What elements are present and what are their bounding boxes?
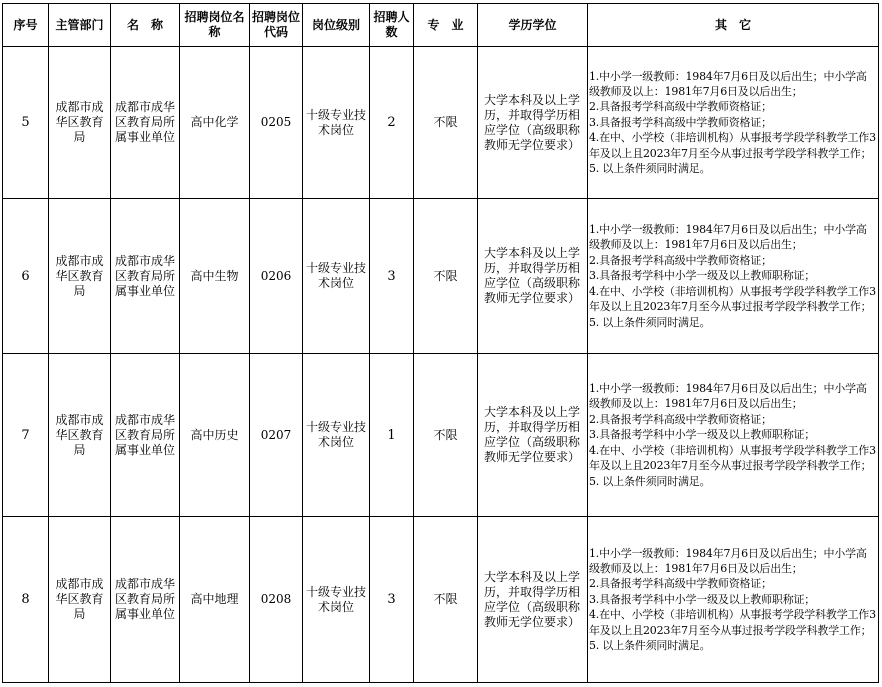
cell-post-name: 高中地理 [180,517,250,683]
cell-major: 不限 [414,354,478,517]
header-row [3,4,879,47]
other-line: 4.在中、小学校（非培训机构）从事报考学段学科教学工作3年及以上且2023年7月至今从事过报考学段学科教学工作； [589,284,876,314]
cell-other [588,47,879,199]
header-level: 岗位级别 [303,4,370,47]
cell-count: 1 [370,354,414,517]
table-row [3,199,879,354]
cell-edu: 大学本科及以上学历，并取得学历相应学位（高级职称教师无学位要求） [478,354,588,517]
other-line: 1.中小学一级教师：1984年7月6日及以后出生；中小学高级教师及以上：1981年7月6日及以后出生； [589,223,867,252]
table-row [3,47,879,199]
cell-post-name: 高中生物 [180,199,250,354]
other-line: 4.在中、小学校（非培训机构）从事报考学段学科教学工作3年及以上且2023年7月至今从事过报考学段学科教学工作； [589,443,876,473]
header-name: 名 称 [111,4,180,47]
cell-post-name: 高中化学 [180,47,250,199]
cell-name: 成都市成华区教育局所属事业单位 [111,354,180,517]
cell-post-name: 高中历史 [180,354,250,517]
other-line: 4.在中、小学校（非培训机构）从事报考学段学科教学工作3年及以上且2023年7月至今从事过报考学段学科教学工作； [589,608,876,637]
other-line: 4.在中、小学校（非培训机构）从事报考学段学科教学工作3年及以上且2023年7月至今从事过报考学段学科教学工作； [589,131,876,160]
cell-edu: 大学本科及以上学历，并取得学历相应学位（高级职称教师无学位要求） [478,199,588,354]
cell-major: 不限 [414,199,478,354]
header-count: 招聘人数 [370,4,414,47]
table-row [3,354,879,517]
other-line: 2.具备报考学科高级中学教师资格证； [589,100,772,114]
cell-edu: 大学本科及以上学历，并取得学历相应学位（高级职称教师无学位要求） [478,517,588,683]
cell-post-code: 0208 [250,517,303,683]
other-line: 1.中小学一级教师：1984年7月6日及以后出生；中小学高级教师及以上：1981年7月6日及以后出生； [589,69,867,98]
cell-dept: 成都市成华区教育局 [49,47,111,199]
cell-major: 不限 [414,47,478,199]
cell-other [588,354,879,517]
cell-count: 3 [370,517,414,683]
other-line: 2.具备报考学科高级中学教师资格证； [589,253,772,267]
other-line: 3.具备报考学科中小学一级及以上教师职称证； [589,592,816,606]
cell-seq: 7 [3,354,49,517]
cell-post-code: 0206 [250,199,303,354]
header-major: 专 业 [414,4,478,47]
other-line: 3.具备报考学科中小学一级及以上教师职称证； [589,269,816,283]
header-other: 其 它 [588,4,879,47]
header-edu: 学历学位 [478,4,588,47]
cell-count: 3 [370,199,414,354]
other-line: 5. 以上条件须同时满足。 [589,315,711,329]
cell-seq: 8 [3,517,49,683]
recruitment-table [2,3,879,683]
table-row [3,517,879,683]
cell-dept: 成都市成华区教育局 [49,199,111,354]
other-line: 2.具备报考学科高级中学教师资格证； [589,412,772,426]
cell-post-code: 0207 [250,354,303,517]
header-dept: 主管部门 [49,4,111,47]
other-line: 5. 以上条件须同时满足。 [589,474,711,488]
other-line: 5. 以上条件须同时满足。 [589,162,711,176]
header-post-name: 招聘岗位名称 [180,4,250,47]
header-seq: 序号 [3,4,49,47]
header-post-code: 招聘岗位代码 [250,4,303,47]
cell-level: 十级专业技术岗位 [303,354,370,517]
cell-post-code: 0205 [250,47,303,199]
cell-edu: 大学本科及以上学历，并取得学历相应学位（高级职称教师无学位要求） [478,47,588,199]
cell-other [588,517,879,683]
cell-seq: 5 [3,47,49,199]
other-line: 5. 以上条件须同时满足。 [589,639,711,653]
other-line: 2.具备报考学科高级中学教师资格证； [589,577,772,591]
cell-name: 成都市成华区教育局所属事业单位 [111,517,180,683]
cell-other [588,199,879,354]
cell-dept: 成都市成华区教育局 [49,354,111,517]
cell-level: 十级专业技术岗位 [303,517,370,683]
cell-seq: 6 [3,199,49,354]
other-line: 3.具备报考学科高级中学教师资格证； [589,115,772,129]
other-line: 1.中小学一级教师：1984年7月6日及以后出生；中小学高级教师及以上：1981年7月6日及以后出生； [589,546,867,575]
other-line: 3.具备报考学科中小学一级及以上教师职称证； [589,428,816,442]
other-line: 1.中小学一级教师：1984年7月6日及以后出生；中小学高级教师及以上：1981年7月6日及以后出生； [589,382,867,411]
cell-name: 成都市成华区教育局所属事业单位 [111,199,180,354]
cell-level: 十级专业技术岗位 [303,47,370,199]
cell-major: 不限 [414,517,478,683]
cell-count: 2 [370,47,414,199]
cell-level: 十级专业技术岗位 [303,199,370,354]
cell-dept: 成都市成华区教育局 [49,517,111,683]
cell-name: 成都市成华区教育局所属事业单位 [111,47,180,199]
